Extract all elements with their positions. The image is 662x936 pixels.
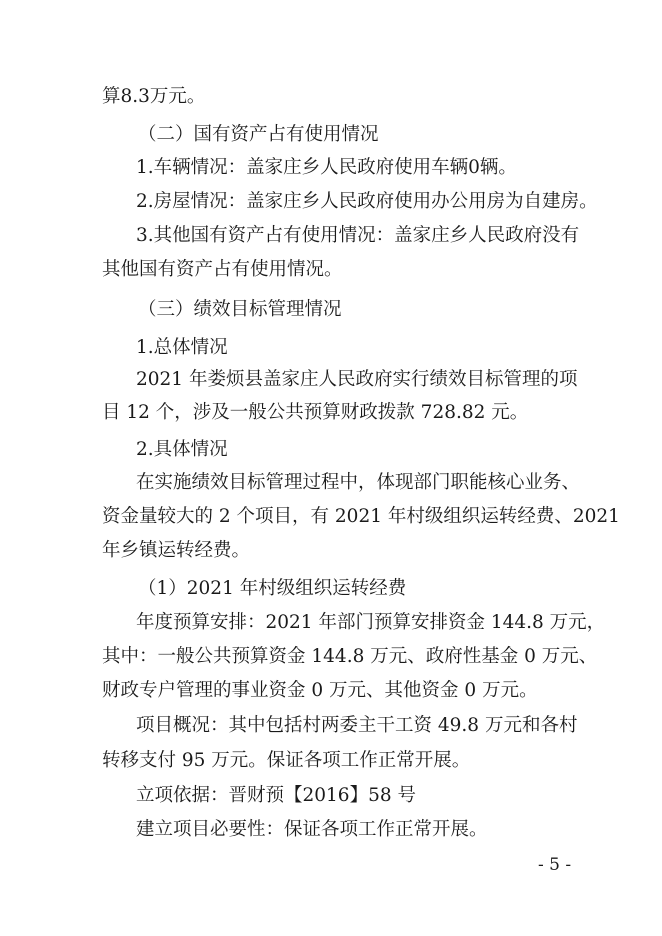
paragraph-line: 在实施绩效目标管理过程中，体现部门职能核心业务、 [136, 472, 581, 493]
section-heading: （三）绩效目标管理情况 [138, 299, 342, 320]
paragraph-line: 转移支付 95 万元。保证各项工作正常开展。 [102, 750, 471, 771]
paragraph-line: 资金量较大的 2 个项目，有 2021 年村级组织运转经费、2021 [102, 506, 620, 527]
section-heading: （二）国有资产占有使用情况 [138, 124, 379, 145]
subheading: 2.具体情况 [136, 439, 228, 460]
paragraph-line: 算8.3万元。 [102, 86, 206, 107]
paragraph-line: 财政专户管理的事业资金 0 万元、其他资金 0 万元。 [102, 680, 538, 701]
paragraph-line: 立项依据：晋财预【2016】58 号 [136, 785, 417, 806]
subheading: 1.总体情况 [136, 337, 228, 358]
paragraph-line: 目 12 个，涉及一般公共预算财政拨款 728.82 元。 [102, 402, 529, 423]
paragraph-line: 1.车辆情况：盖家庄乡人民政府使用车辆0辆。 [136, 157, 517, 178]
paragraph-line: 3.其他国有资产占有使用情况：盖家庄乡人民政府没有 [136, 225, 580, 246]
paragraph-line: 年度预算安排：2021 年部门预算安排资金 144.8 万元， [136, 612, 606, 633]
paragraph-line: 项目概况：其中包括村两委主干工资 49.8 万元和各村 [136, 715, 578, 736]
paragraph-line: 建立项目必要性：保证各项工作正常开展。 [136, 819, 488, 840]
paragraph-line: 2.房屋情况：盖家庄乡人民政府使用办公用房为自建房。 [136, 191, 598, 212]
paragraph-line: 其中：一般公共预算资金 144.8 万元、政府性基金 0 万元、 [102, 646, 598, 667]
paragraph-line: 其他国有资产占有使用情况。 [102, 259, 343, 280]
paragraph-line: 2021 年娄烦县盖家庄人民政府实行绩效目标管理的项 [136, 369, 578, 390]
subheading: （1）2021 年村级组织运转经费 [138, 578, 407, 599]
paragraph-line: 年乡镇运转经费。 [102, 540, 251, 561]
page-number: - 5 - [538, 855, 572, 875]
